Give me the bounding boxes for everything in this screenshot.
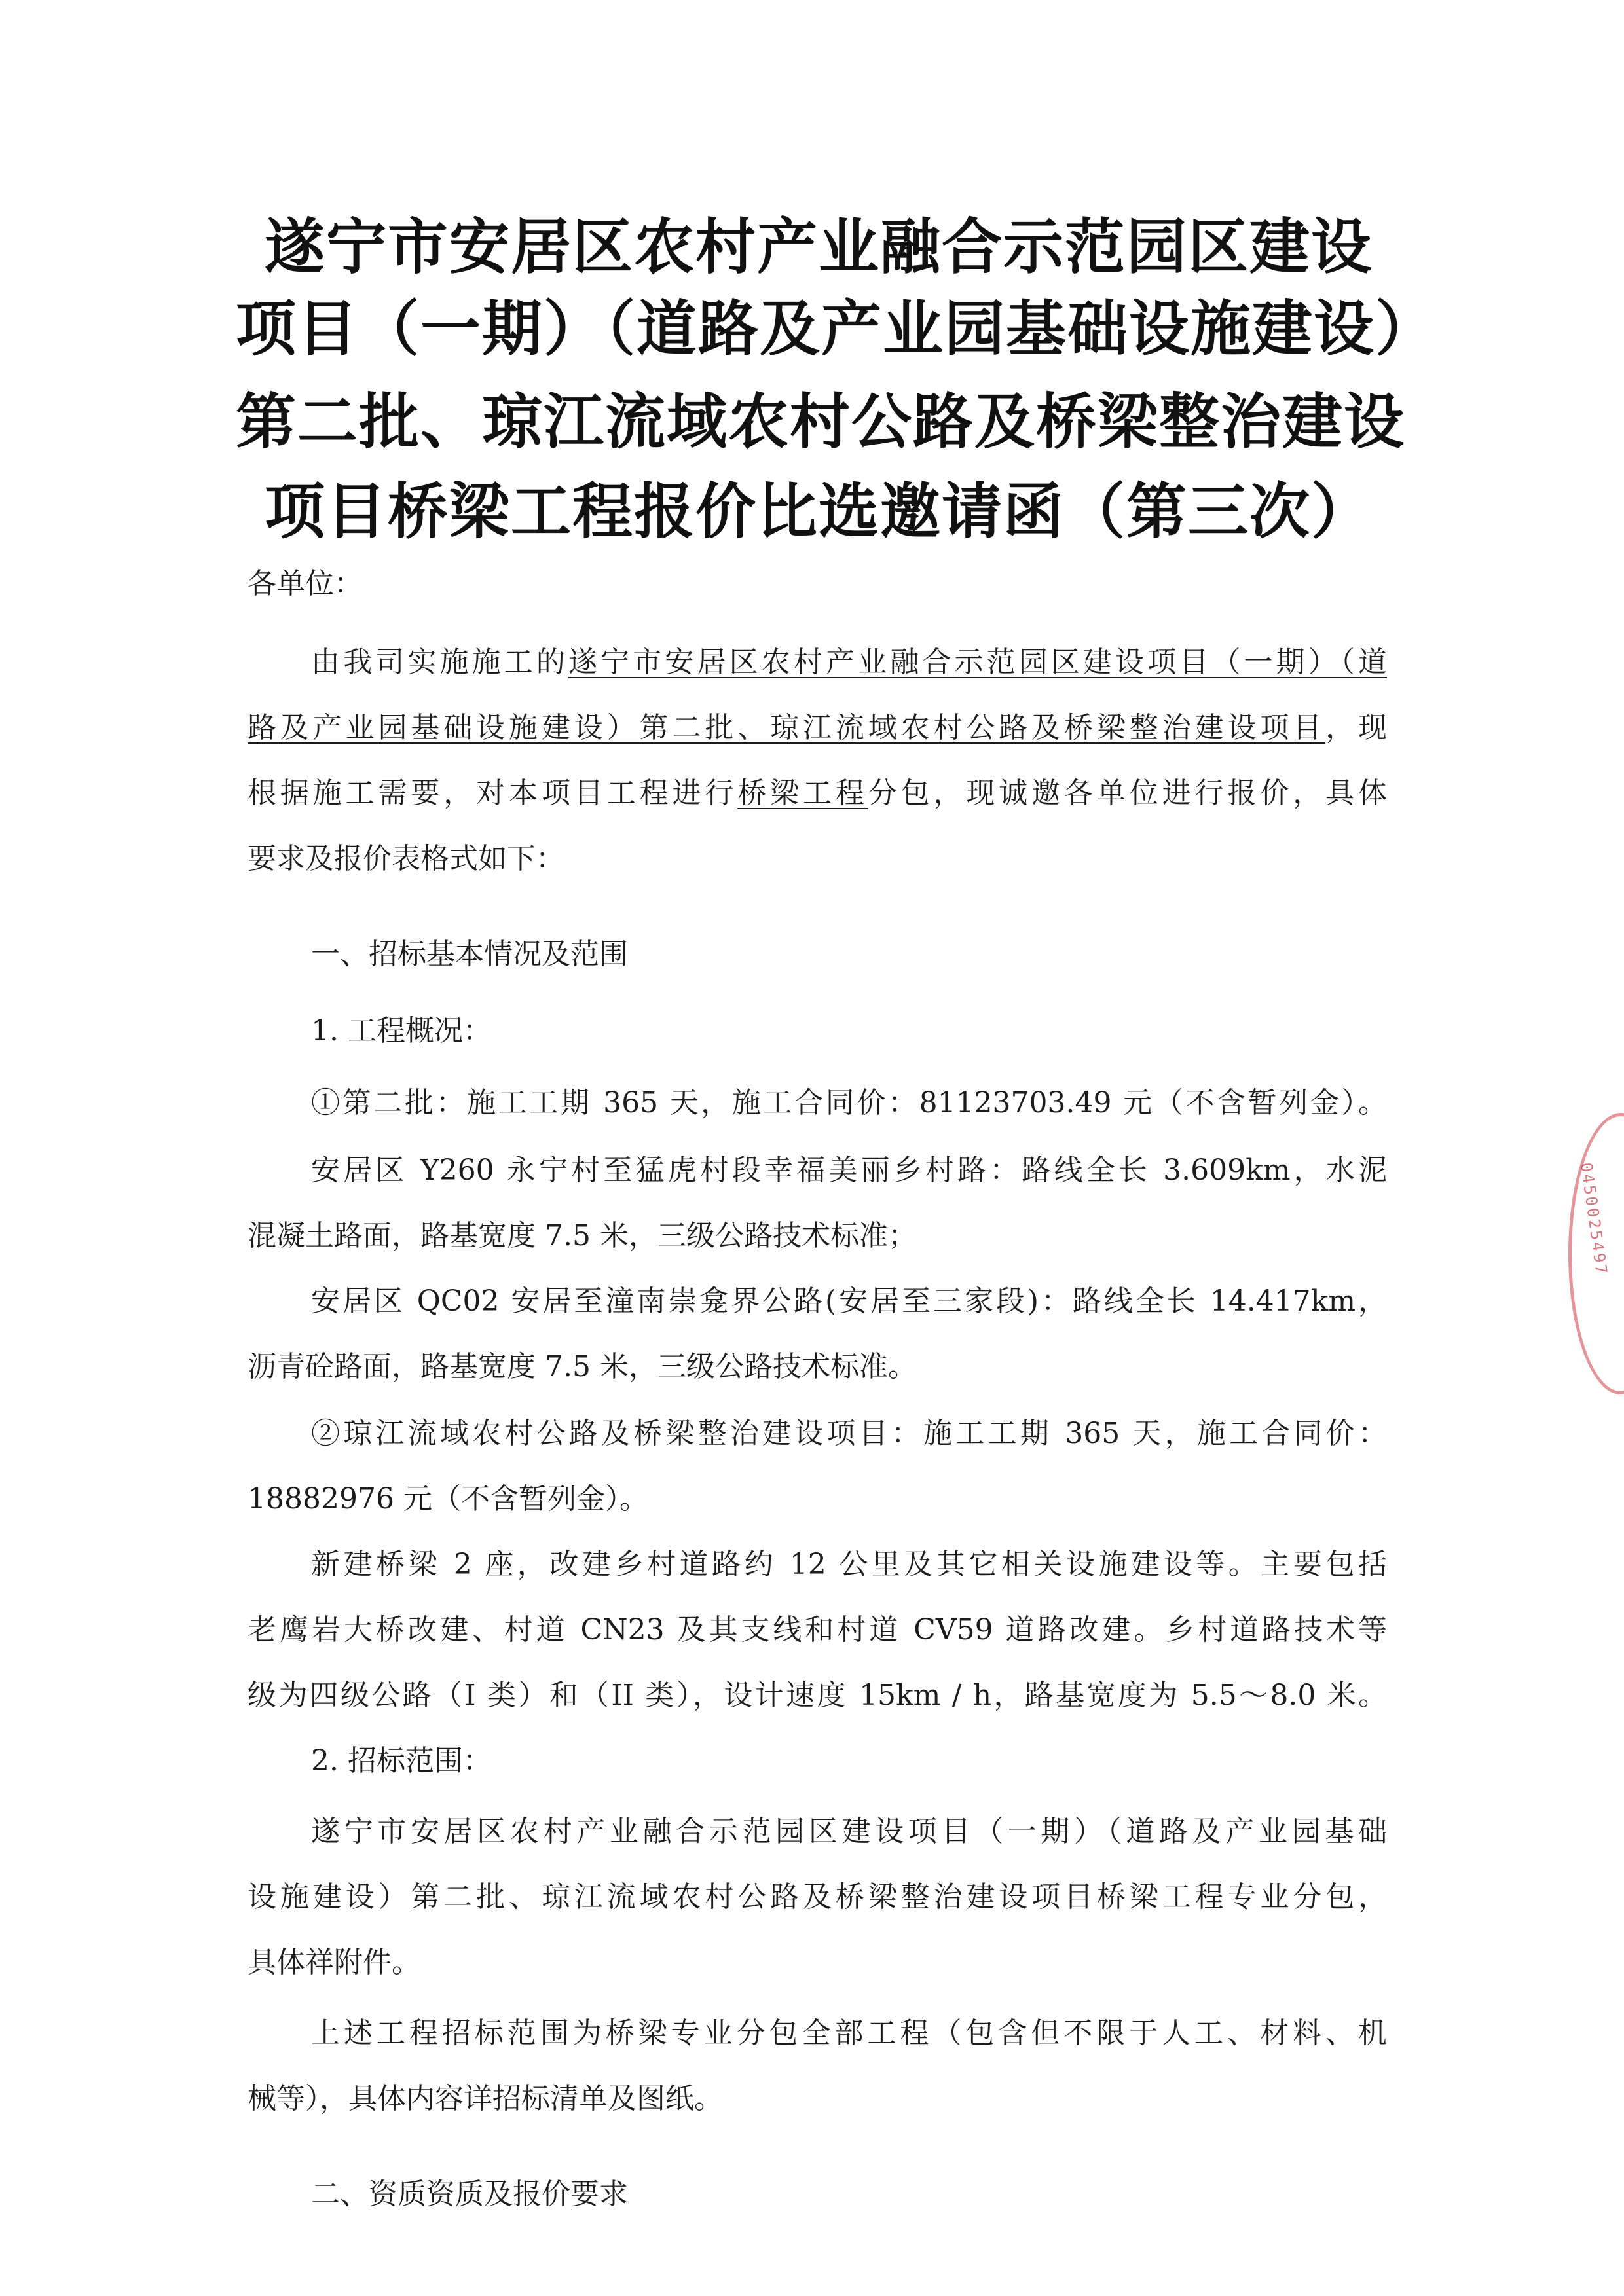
title-line-4: 项目桥梁工程报价比选邀请函（第三次） [264, 477, 1373, 547]
subsection-2-heading: 2. 招标范围： [311, 1744, 492, 1777]
salutation: 各单位： [248, 567, 363, 600]
intro-line-4: 要求及报价表格式如下： [248, 842, 564, 875]
paragraph-scope-line-1: 遂宁市安居区农村产业融合示范园区建设项目（一期）（道路及产业园基础 [311, 1815, 1387, 1848]
paragraph-road-y260-line-1: 安居区 Y260 永宁村至猛虎村段幸福美丽乡村路：路线全长 3.609km，水泥 [311, 1154, 1387, 1187]
paragraph-scope-line-2: 设施建设）第二批、琼江流域农村公路及桥梁整治建设项目桥梁工程专业分包， [248, 1880, 1387, 1914]
project-name-underlined: 遂宁市安居区农村产业融合示范园区建设项目（一期）（道 [568, 646, 1388, 679]
paragraph-road-y260-line-2: 混凝土路面，路基宽度 7.5 米，三级公路技术标准； [248, 1219, 917, 1252]
paragraph-bridges-line-3: 级为四级公路（I 类）和（II 类），设计速度 15km / h，路基宽度为 5.5～8.0 米。 [248, 1679, 1387, 1712]
paragraph-road-qc02-line-1: 安居区 QC02 安居至潼南崇龛界公路(安居至三家段)：路线全长 14.417km， [311, 1285, 1387, 1318]
intro-text: 由我司实施施工的 [311, 646, 568, 679]
paragraph-qiongjiang-line-2: 18882976 元（不含暂列金）。 [248, 1482, 648, 1516]
title-line-3: 第二批、琼江流域农村公路及桥梁整治建设 [236, 387, 1406, 457]
intro-line-1 [311, 643, 1387, 682]
paragraph-bridges-line-1: 新建桥梁 2 座，改建乡村道路约 12 公里及其它相关设施建设等。主要包括 [311, 1548, 1387, 1581]
scope-underlined: 桥梁工程 [737, 776, 868, 810]
title-line-1: 遂宁市安居区农村产业融合示范园区建设 [264, 212, 1373, 282]
intro-text: 根据施工需要，对本项目工程进行 [248, 776, 738, 810]
intro-text: 分包，现诚邀各单位进行报价，具体 [868, 776, 1387, 810]
paragraph-bridges-line-2: 老鹰岩大桥改建、村道 CN23 及其支线和村道 CV59 道路改建。乡村道路技术等 [248, 1613, 1387, 1647]
intro-line-3 [248, 774, 1387, 813]
section-1-heading: 一、招标基本情况及范围 [311, 938, 628, 971]
paragraph-scope-line-3: 具体祥附件。 [248, 1946, 420, 1979]
section-2-heading: 二、资质资质及报价要求 [311, 2178, 628, 2211]
paragraph-batch-2: ①第二批：施工工期 365 天，施工合同价：81123703.49 元（不含暂列金）。 [311, 1086, 1387, 1120]
intro-text: ，现 [1325, 711, 1388, 744]
paragraph-range-line-2: 械等），具体内容详招标清单及图纸。 [248, 2082, 723, 2115]
title-line-2: 项目（一期）（道路及产业园基础设施建设） [236, 294, 1437, 364]
paragraph-range-line-1: 上述工程招标范围为桥梁专业分包全部工程（包含但不限于人工、材料、机 [311, 2016, 1387, 2050]
paragraph-qiongjiang-line-1: ②琼江流域农村公路及桥梁整治建设项目：施工工期 365 天，施工合同价： [311, 1417, 1387, 1450]
subsection-1-heading: 1. 工程概况： [311, 1014, 492, 1048]
company-seal-number: 0450025497 [1576, 1161, 1612, 1277]
paragraph-road-qc02-line-2: 沥青砼路面，路基宽度 7.5 米，三级公路技术标准。 [248, 1350, 917, 1383]
project-name-underlined: 路及产业园基础设施建设）第二批、琼江流域农村公路及桥梁整治建设项目 [248, 711, 1326, 744]
intro-line-2 [248, 708, 1387, 748]
